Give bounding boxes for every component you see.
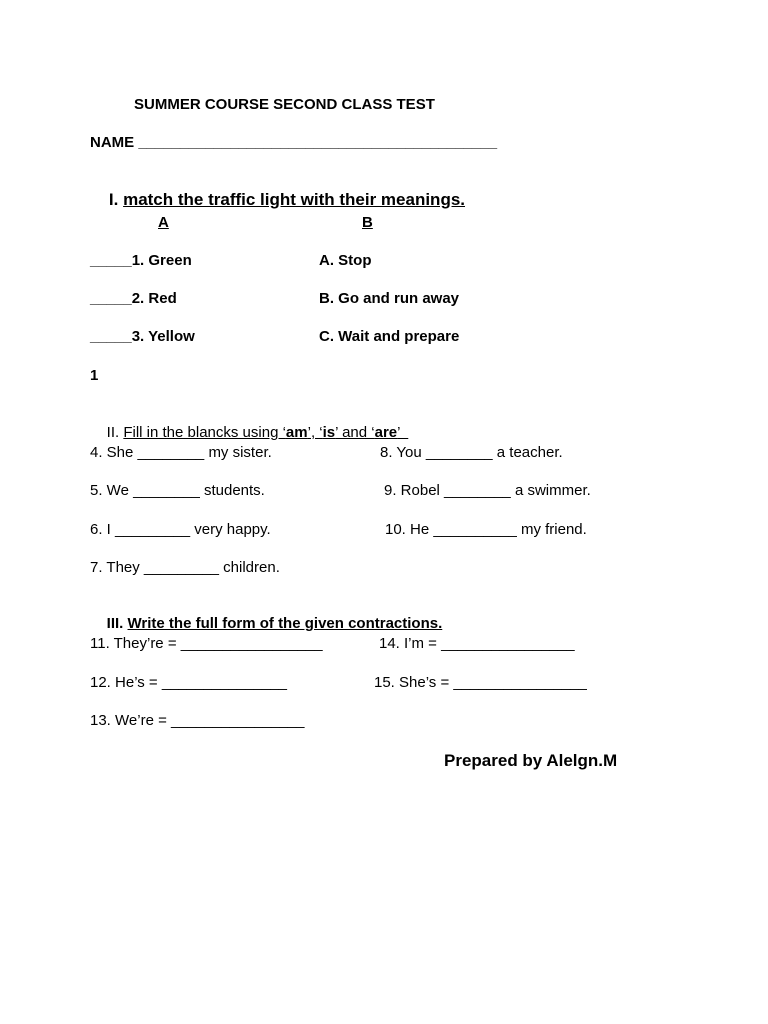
section-1-heading [90,173,465,227]
section-1-title: match the traffic light with their meanings. [123,190,466,209]
question-10: 10. He __________ my friend. [385,521,587,538]
stray-number: 1 [90,367,99,384]
test-title: SUMMER COURSE SECOND CLASS TEST [134,96,435,113]
section-2-number: II. [106,424,124,441]
question-14: 14. I’m = ________________ [379,635,575,652]
section-3-title: Write the full form of the given contractions. [127,615,443,632]
question-4: 4. She ________ my sister. [90,444,272,461]
question-5: 5. We ________ students. [90,482,265,499]
match-item-1: _____1. Green [90,252,192,269]
match-item-2: _____2. Red [90,290,177,307]
match-meaning-b: B. Go and run away [319,290,460,307]
column-a-header: A [158,214,169,231]
section-2-title: Fill in the blancks using ‘am’, ‘is’ and ‘are’ [123,424,409,441]
question-11: 11. They’re = _________________ [90,635,323,652]
prepared-by: Prepared by Alelgn.M [444,751,618,770]
column-b-header: B [362,214,373,231]
question-15: 15. She’s = ________________ [374,674,587,691]
match-meaning-a: A. Stop [319,252,372,269]
match-item-3: _____3. Yellow [90,328,195,345]
section-1-number: I. [108,190,124,209]
question-6: 6. I _________ very happy. [90,521,271,538]
question-7: 7. They _________ children. [90,559,280,576]
match-meaning-c: C. Wait and prepare [319,328,460,345]
question-9: 9. Robel ________ a swimmer. [384,482,591,499]
question-12: 12. He’s = _______________ [90,674,287,691]
name-line: NAME ___________________________________________ [90,134,498,151]
section-3-number: III. [106,615,128,632]
question-13: 13. We’re = ________________ [90,712,305,729]
question-8: 8. You ________ a teacher. [380,444,563,461]
